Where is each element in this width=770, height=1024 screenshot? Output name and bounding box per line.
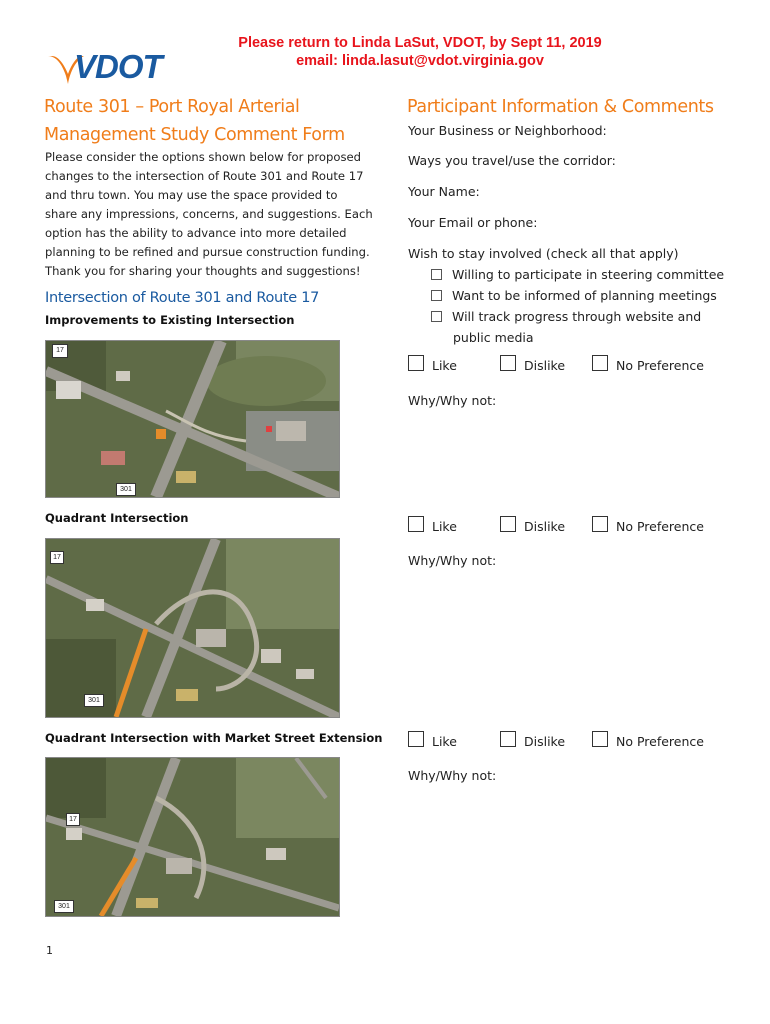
- involve-option-label: Will track progress through website and: [452, 309, 702, 324]
- intro-line: changes to the intersection of Route 301 and Route 17: [45, 169, 364, 183]
- vdot-wordmark: VDOT: [74, 48, 162, 85]
- involve-option-label: Want to be informed of planning meetings: [452, 288, 717, 303]
- form-title-line: Route 301 – Port Royal Arterial: [44, 97, 300, 117]
- involve-option-website[interactable]: [408, 306, 748, 327]
- involve-option-meetings[interactable]: [408, 285, 748, 306]
- option-label-quadrant: Quadrant Intersection: [45, 511, 189, 525]
- route-shield-17: 17: [52, 344, 68, 358]
- no-preference-option[interactable]: [592, 355, 704, 373]
- stay-involved-label: Wish to stay involved (check all that apply): [408, 246, 679, 261]
- page-number: 1: [46, 944, 53, 957]
- intro-paragraph: [45, 148, 375, 281]
- no-preference-option[interactable]: [592, 516, 704, 534]
- name-field-label[interactable]: Your Name:: [408, 184, 480, 199]
- business-field-label[interactable]: Your Business or Neighborhood:: [408, 123, 607, 138]
- stay-involved-group: [408, 243, 748, 348]
- no-preference-label: No Preference: [616, 519, 704, 534]
- like-label: Like: [432, 358, 457, 373]
- return-notice-line: Please return to Linda LaSut, VDOT, by Sept 11, 2019: [238, 35, 602, 51]
- route-shield-17: 17: [50, 551, 64, 564]
- aerial-map-existing: [45, 340, 340, 498]
- checkbox[interactable]: [431, 311, 442, 322]
- dislike-option[interactable]: [500, 731, 565, 749]
- route-shield-301: 301: [84, 694, 104, 707]
- checkbox[interactable]: [592, 355, 608, 371]
- like-option[interactable]: [408, 516, 457, 534]
- intro-line: and thru town. You may use the space provided to: [45, 188, 338, 202]
- involve-option-label: Willing to participate in steering committee: [452, 267, 725, 282]
- checkbox[interactable]: [431, 290, 442, 301]
- intro-line: share any impressions, concerns, and suggestions. Each: [45, 207, 373, 221]
- route-shield-301: 301: [54, 900, 74, 913]
- involve-option-continuation: public media: [453, 330, 534, 345]
- return-email: email: linda.lasut@vdot.virginia.gov: [296, 53, 544, 69]
- option-label-market-street: Quadrant Intersection with Market Street Extension: [45, 731, 383, 745]
- checkbox[interactable]: [592, 731, 608, 747]
- route-shield-301: 301: [116, 483, 136, 496]
- option-label-existing: Improvements to Existing Intersection: [45, 313, 295, 327]
- checkbox[interactable]: [408, 516, 424, 532]
- section-heading: Intersection of Route 301 and Route 17: [45, 290, 320, 306]
- checkbox[interactable]: [500, 731, 516, 747]
- travel-field-label[interactable]: Ways you travel/use the corridor:: [408, 153, 616, 168]
- why-label[interactable]: Why/Why not:: [408, 553, 497, 568]
- why-label[interactable]: Why/Why not:: [408, 768, 497, 783]
- form-title: [44, 93, 374, 149]
- route-shield-17: 17: [66, 813, 80, 826]
- like-option[interactable]: [408, 355, 457, 373]
- dislike-label: Dislike: [524, 519, 566, 534]
- no-preference-label: No Preference: [616, 358, 704, 373]
- intro-line: planning to be refined and pursue construction funding.: [45, 245, 370, 259]
- no-preference-label: No Preference: [616, 734, 704, 749]
- why-label[interactable]: Why/Why not:: [408, 393, 497, 408]
- participant-heading: Participant Information & Comments: [407, 97, 714, 117]
- like-option[interactable]: [408, 731, 457, 749]
- checkbox[interactable]: [431, 269, 442, 280]
- checkbox[interactable]: [592, 516, 608, 532]
- preference-row-existing: [408, 355, 748, 377]
- involve-option-steering[interactable]: [408, 264, 748, 285]
- no-preference-option[interactable]: [592, 731, 704, 749]
- dislike-option[interactable]: [500, 355, 565, 373]
- dislike-label: Dislike: [524, 358, 566, 373]
- preference-row-quadrant: [408, 516, 748, 538]
- like-label: Like: [432, 519, 457, 534]
- dislike-option[interactable]: [500, 516, 565, 534]
- intro-line: option has the ability to advance into more detailed: [45, 226, 347, 240]
- aerial-map-market-street: [45, 757, 340, 917]
- checkbox[interactable]: [408, 731, 424, 747]
- form-title-line: Management Study Comment Form: [44, 125, 345, 145]
- checkbox[interactable]: [500, 355, 516, 371]
- checkbox[interactable]: [408, 355, 424, 371]
- intro-line: Thank you for sharing your thoughts and suggestions!: [45, 264, 361, 278]
- preference-row-market-street: [408, 731, 748, 753]
- like-label: Like: [432, 734, 457, 749]
- dislike-label: Dislike: [524, 734, 566, 749]
- checkbox[interactable]: [500, 516, 516, 532]
- aerial-map-quadrant: [45, 538, 340, 718]
- vdot-logo: [46, 50, 178, 90]
- email-phone-field-label[interactable]: Your Email or phone:: [408, 215, 538, 230]
- intro-line: Please consider the options shown below for proposed: [45, 150, 361, 164]
